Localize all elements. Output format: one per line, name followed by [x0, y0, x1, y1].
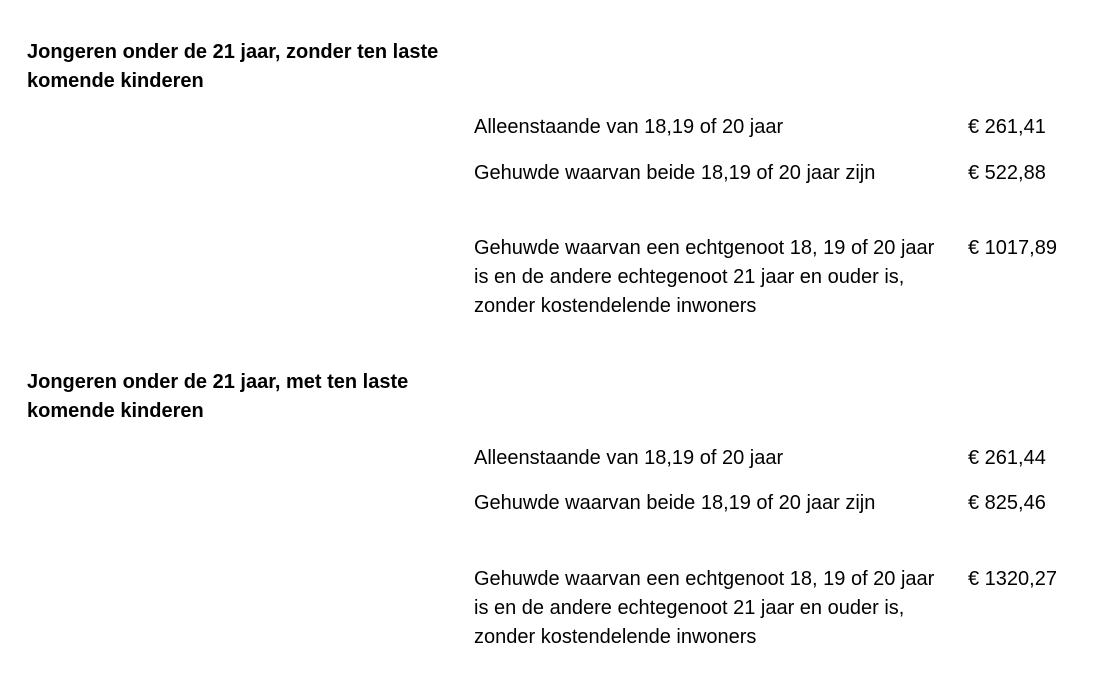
row-amount: € 825,46: [968, 492, 1046, 514]
row-amount: € 261,44: [968, 447, 1046, 469]
row-description: Gehuwde waarvan een echtgenoot 18, 19 of 20 jaar is en de andere echtegenoot 21 jaar en ouder is, zonder kostendelende inwoners: [474, 237, 935, 317]
row-amount: € 261,41: [968, 116, 1046, 138]
row-amount: € 1017,89: [968, 237, 1057, 259]
row-amount: € 1320,27: [968, 568, 1057, 590]
row-amount: € 522,88: [968, 162, 1046, 184]
section-heading: Jongeren onder de 21 jaar, met ten laste komende kinderen: [27, 371, 409, 422]
row-description: Gehuwde waarvan een echtgenoot 18, 19 of 20 jaar is en de andere echtegenoot 21 jaar en ouder is, zonder kostendelende inwoners: [474, 568, 935, 648]
row-description: Gehuwde waarvan beide 18,19 of 20 jaar zijn: [474, 492, 876, 514]
section-heading: Jongeren onder de 21 jaar, zonder ten laste komende kinderen: [27, 41, 439, 92]
row-description: Alleenstaande van 18,19 of 20 jaar: [474, 116, 784, 138]
row-description: Gehuwde waarvan beide 18,19 of 20 jaar zijn: [474, 162, 876, 184]
row-description: Alleenstaande van 18,19 of 20 jaar: [474, 447, 784, 469]
